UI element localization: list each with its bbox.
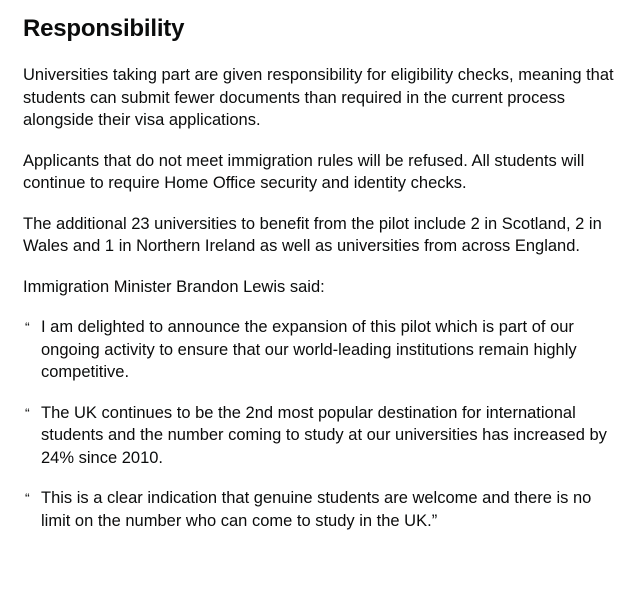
paragraph-minister-intro: Immigration Minister Brandon Lewis said: xyxy=(23,277,325,296)
quote-mark-icon: “ xyxy=(25,490,30,506)
paragraph-refusal: Applicants that do not meet immigration rules will be refused. All students will continue to require Home Office security and identity checks. xyxy=(23,151,585,192)
quote-text: This is a clear indication that genuine students are welcome and there is no limit on the number who can come to study in the UK.” xyxy=(41,489,592,530)
paragraph-universities: The additional 23 universities to benefit from the pilot include 2 in Scotland, 2 in Wales and 1 in Northern Ireland as well as universities from across England. xyxy=(23,214,602,255)
quote-text: The UK continues to be the 2nd most popular destination for international students and the number coming to study at our universities has increased by 24% since 2010. xyxy=(41,403,607,467)
quote-block xyxy=(23,487,620,532)
quote-mark-icon: “ xyxy=(25,319,30,335)
paragraph-eligibility: Universities taking part are given responsibility for eligibility checks, meaning that students can submit fewer documents than required in the current process alongside their visa applications. xyxy=(23,66,614,129)
quote-block xyxy=(23,402,620,470)
section-heading: Responsibility xyxy=(23,15,185,42)
quote-mark-icon: “ xyxy=(25,404,30,421)
quote-block xyxy=(23,316,620,384)
quote-text: I am delighted to announce the expansion of this pilot which is part of our ongoing activity to ensure that our world-leading institutions remain highly competitive. xyxy=(41,318,577,381)
